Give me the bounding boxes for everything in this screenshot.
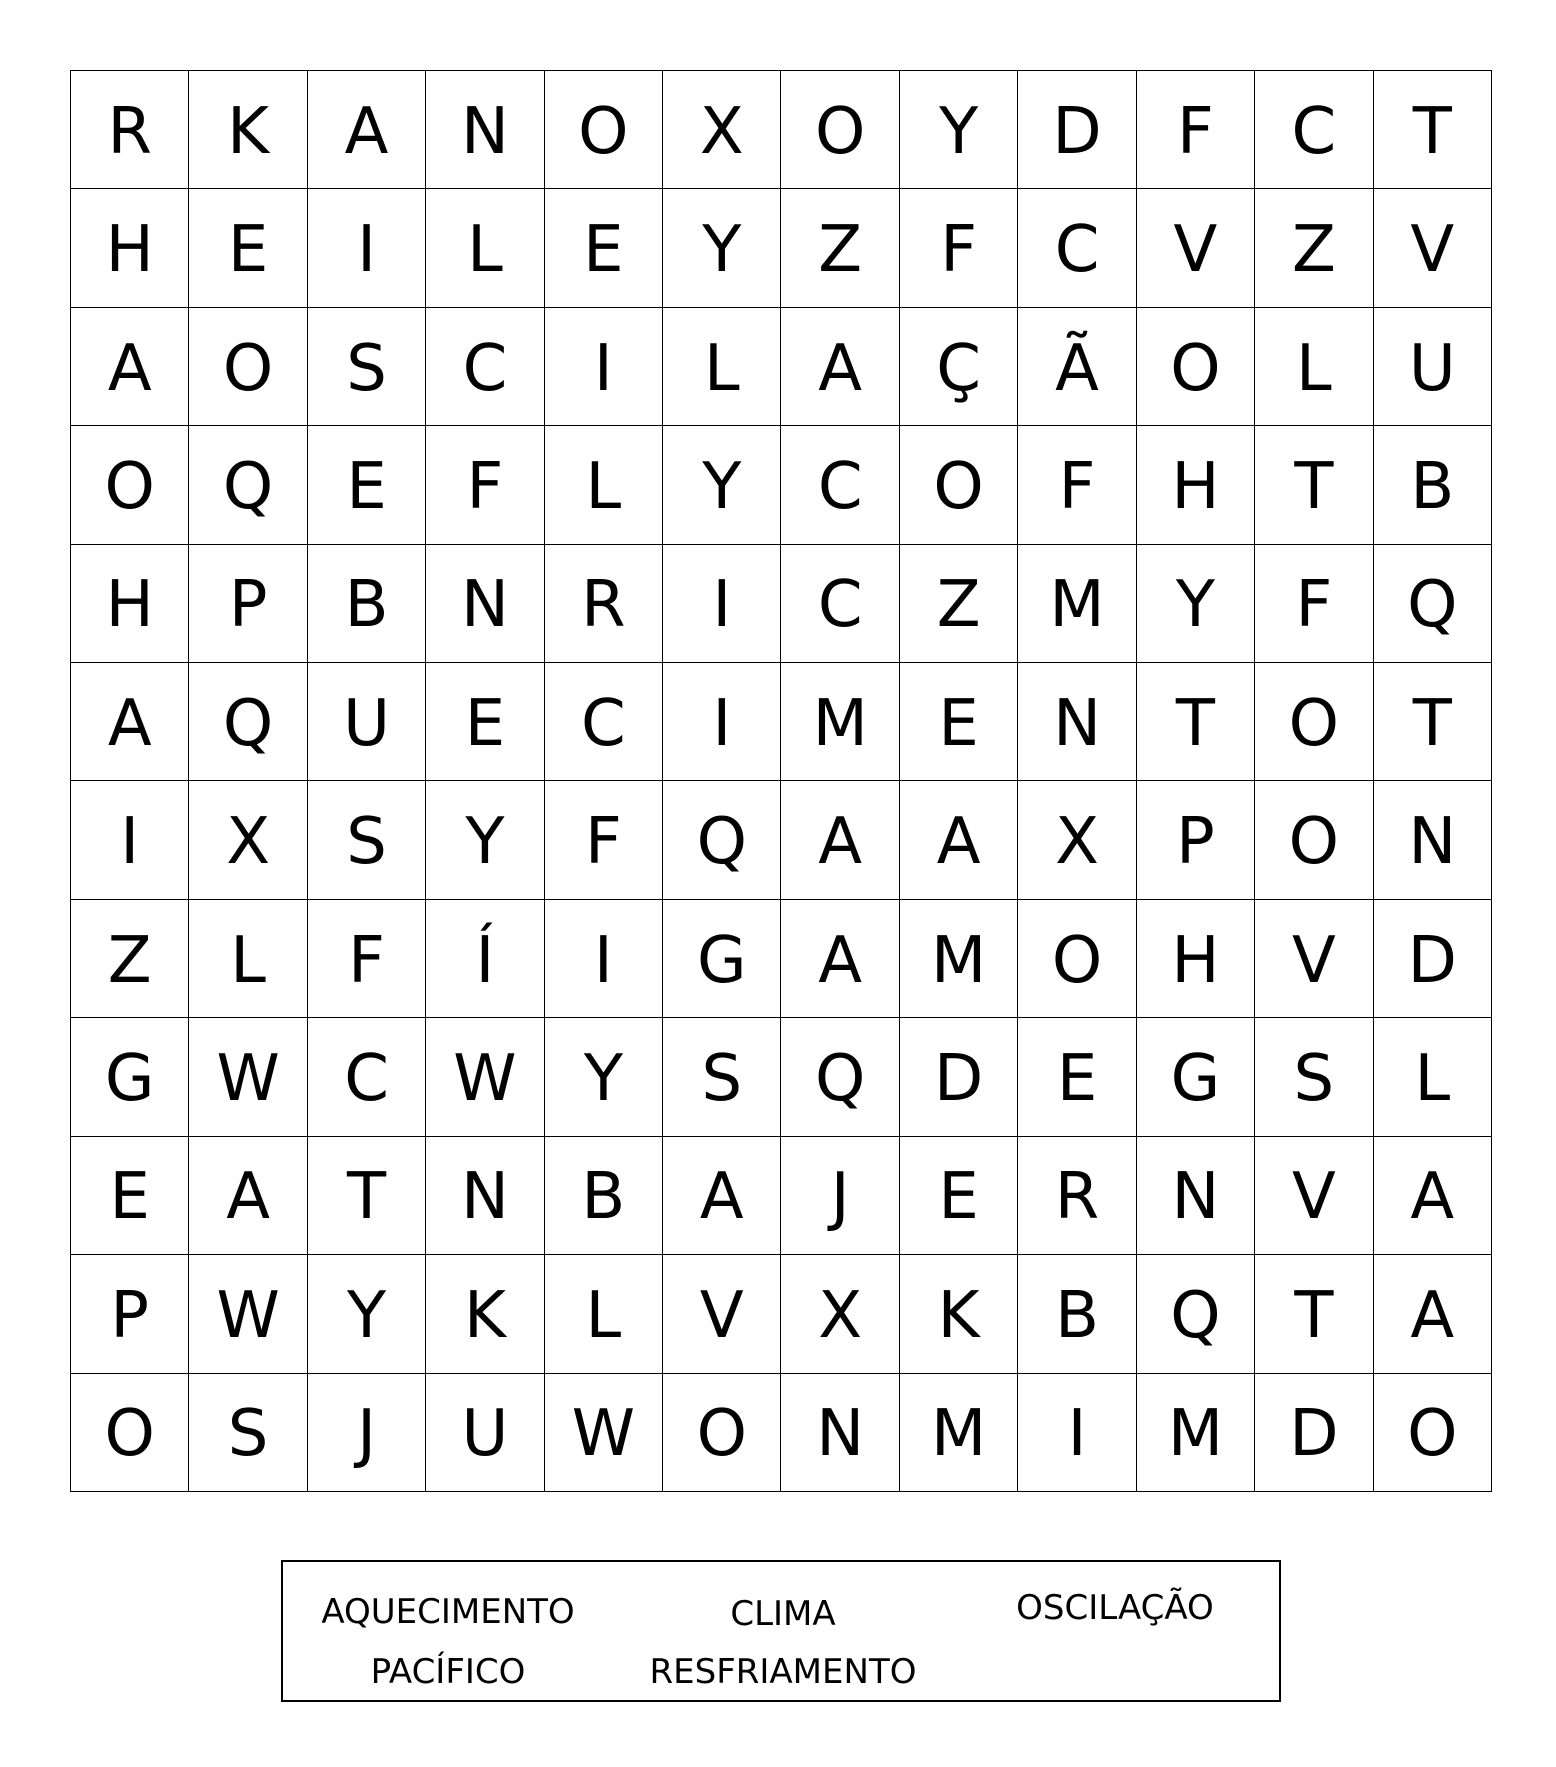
grid-cell[interactable]: A [663,1137,781,1255]
grid-cell[interactable]: G [663,900,781,1018]
grid-cell[interactable]: I [308,189,426,307]
grid-cell[interactable]: H [71,189,189,307]
grid-cell[interactable]: N [426,1137,544,1255]
word-list-item: PACÍFICO [370,1652,526,1692]
grid-cell[interactable]: O [1374,1374,1492,1492]
grid-cell[interactable]: A [781,781,899,899]
grid-cell[interactable]: A [308,71,426,189]
grid-cell[interactable]: Y [545,1018,663,1136]
grid-cell[interactable]: Y [900,71,1018,189]
grid-cell[interactable]: A [71,308,189,426]
grid-cell[interactable]: O [1018,900,1136,1018]
grid-cell[interactable]: F [308,900,426,1018]
grid-cell[interactable]: I [663,545,781,663]
grid-cell[interactable]: I [71,781,189,899]
grid-cell[interactable]: O [900,426,1018,544]
grid-cell[interactable]: E [545,189,663,307]
grid-cell[interactable]: S [1255,1018,1373,1136]
grid-cell[interactable]: C [781,545,899,663]
word-list-item: CLIMA [730,1594,836,1634]
grid-cell[interactable]: U [1374,308,1492,426]
grid-cell[interactable]: F [1137,71,1255,189]
grid-cell[interactable]: E [1018,1018,1136,1136]
grid-cell[interactable]: C [1255,71,1373,189]
grid-cell[interactable]: O [1255,663,1373,781]
grid-cell[interactable]: O [71,1374,189,1492]
grid-cell[interactable]: Q [1137,1255,1255,1373]
grid-cell[interactable]: Q [189,663,307,781]
grid-cell[interactable]: W [545,1374,663,1492]
grid-cell[interactable]: S [189,1374,307,1492]
grid-cell[interactable]: A [781,308,899,426]
grid-cell[interactable]: Y [1137,545,1255,663]
grid-cell[interactable]: H [1137,900,1255,1018]
grid-cell[interactable]: L [663,308,781,426]
grid-cell[interactable]: W [189,1018,307,1136]
grid-cell[interactable]: Ç [900,308,1018,426]
grid-cell[interactable]: C [308,1018,426,1136]
grid-cell[interactable]: E [426,663,544,781]
grid-cell[interactable]: D [1018,71,1136,189]
grid-cell[interactable]: R [71,71,189,189]
grid-cell[interactable]: C [781,426,899,544]
grid-cell[interactable]: I [545,308,663,426]
grid-cell[interactable]: Í [426,900,544,1018]
grid-cell[interactable]: Y [426,781,544,899]
word-list-item: OSCILAÇÃO [1016,1588,1214,1628]
grid-cell[interactable]: Z [1255,189,1373,307]
grid-cell[interactable]: N [781,1374,899,1492]
grid-cell[interactable]: O [1255,781,1373,899]
grid-cell[interactable]: C [426,308,544,426]
grid-cell[interactable]: O [189,308,307,426]
grid-cell[interactable]: L [426,189,544,307]
grid-cell[interactable]: H [71,545,189,663]
grid-cell[interactable]: V [663,1255,781,1373]
grid-cell[interactable]: N [426,71,544,189]
grid-cell[interactable]: J [308,1374,426,1492]
grid-cell[interactable]: Z [781,189,899,307]
grid-cell[interactable]: N [426,545,544,663]
grid-cell[interactable]: X [1018,781,1136,899]
grid-cell[interactable]: V [1137,189,1255,307]
grid-cell[interactable]: X [189,781,307,899]
grid-cell[interactable]: Z [900,545,1018,663]
grid-cell[interactable]: Q [189,426,307,544]
grid-cell[interactable]: I [545,900,663,1018]
word-list [281,1560,1281,1702]
grid-cell[interactable]: W [426,1018,544,1136]
grid-cell[interactable]: T [1255,426,1373,544]
grid-cell[interactable]: A [781,900,899,1018]
grid-cell[interactable]: L [1374,1018,1492,1136]
grid-cell[interactable]: M [1137,1374,1255,1492]
grid-cell[interactable]: O [781,71,899,189]
grid-cell[interactable]: T [1137,663,1255,781]
grid-cell[interactable]: N [1018,663,1136,781]
grid-cell[interactable]: P [189,545,307,663]
grid-cell[interactable]: O [545,71,663,189]
grid-cell[interactable]: A [1374,1137,1492,1255]
grid-cell[interactable]: D [1255,1374,1373,1492]
grid-cell[interactable]: H [1137,426,1255,544]
grid-cell[interactable]: U [308,663,426,781]
grid-cell[interactable]: E [900,1137,1018,1255]
word-list-item: AQUECIMENTO [321,1592,575,1632]
grid-cell[interactable]: L [1255,308,1373,426]
grid-cell[interactable]: T [308,1137,426,1255]
grid-cell[interactable]: U [426,1374,544,1492]
grid-cell[interactable]: I [663,663,781,781]
grid-cell[interactable]: T [1255,1255,1373,1373]
grid-cell[interactable]: M [900,900,1018,1018]
grid-cell[interactable]: M [900,1374,1018,1492]
grid-cell[interactable]: Ã [1018,308,1136,426]
grid-cell[interactable]: A [1374,1255,1492,1373]
grid-cell[interactable]: C [1018,189,1136,307]
grid-cell[interactable]: W [189,1255,307,1373]
grid-cell[interactable]: O [71,426,189,544]
grid-cell[interactable]: R [1018,1137,1136,1255]
grid-cell[interactable]: G [1137,1018,1255,1136]
grid-cell[interactable]: E [189,189,307,307]
word-search-grid [70,70,1492,1492]
grid-cell[interactable]: B [1374,426,1492,544]
grid-cell[interactable]: F [426,426,544,544]
grid-cell[interactable]: K [900,1255,1018,1373]
grid-cell[interactable]: A [71,663,189,781]
grid-cell[interactable]: C [545,663,663,781]
grid-cell[interactable]: E [900,663,1018,781]
grid-cell[interactable]: M [781,663,899,781]
grid-cell[interactable]: F [1018,426,1136,544]
grid-cell[interactable]: P [71,1255,189,1373]
grid-cell[interactable]: S [308,308,426,426]
word-list-item: RESFRIAMENTO [649,1652,917,1692]
grid-cell[interactable]: X [663,71,781,189]
grid-cell[interactable]: I [1018,1374,1136,1492]
grid-cell[interactable]: Q [1374,545,1492,663]
grid-cell[interactable]: K [189,71,307,189]
grid-cell[interactable]: K [426,1255,544,1373]
grid-cell[interactable]: B [545,1137,663,1255]
grid-cell[interactable]: T [1374,71,1492,189]
grid-cell[interactable]: L [545,1255,663,1373]
grid-cell[interactable]: Z [71,900,189,1018]
grid-cell[interactable]: G [71,1018,189,1136]
grid-cell[interactable]: O [1137,308,1255,426]
grid-cell[interactable]: L [189,900,307,1018]
grid-cell[interactable]: B [1018,1255,1136,1373]
grid-cell[interactable]: Q [663,781,781,899]
grid-cell[interactable]: F [1255,545,1373,663]
grid-cell[interactable]: D [900,1018,1018,1136]
grid-cell[interactable]: S [308,781,426,899]
grid-cell[interactable]: T [1374,663,1492,781]
grid-cell[interactable]: D [1374,900,1492,1018]
grid-cell[interactable]: P [1137,781,1255,899]
grid-cell[interactable]: E [71,1137,189,1255]
grid-cell[interactable]: N [1374,781,1492,899]
grid-cell[interactable]: F [545,781,663,899]
grid-cell[interactable]: J [781,1137,899,1255]
grid-cell[interactable]: V [1255,1137,1373,1255]
grid-cell[interactable]: E [308,426,426,544]
grid-cell[interactable]: R [545,545,663,663]
grid-cell[interactable]: S [663,1018,781,1136]
grid-cell[interactable]: B [308,545,426,663]
grid-cell[interactable]: Q [781,1018,899,1136]
grid-cell[interactable]: A [900,781,1018,899]
grid-cell[interactable]: V [1374,189,1492,307]
grid-cell[interactable]: Y [663,426,781,544]
grid-cell[interactable]: F [900,189,1018,307]
grid-cell[interactable]: Y [308,1255,426,1373]
grid-cell[interactable]: A [189,1137,307,1255]
grid-cell[interactable]: O [663,1374,781,1492]
grid-cell[interactable]: Y [663,189,781,307]
grid-cell[interactable]: M [1018,545,1136,663]
grid-cell[interactable]: N [1137,1137,1255,1255]
grid-cell[interactable]: V [1255,900,1373,1018]
grid-cell[interactable]: X [781,1255,899,1373]
grid-cell[interactable]: L [545,426,663,544]
